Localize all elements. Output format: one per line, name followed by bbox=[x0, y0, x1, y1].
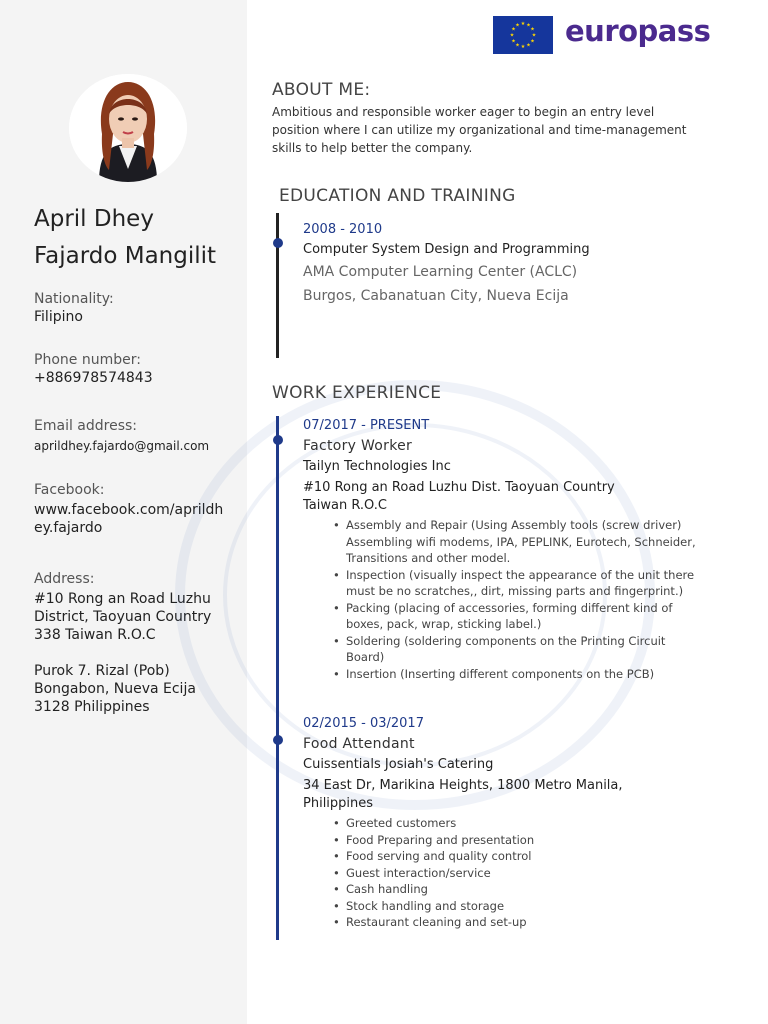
full-name bbox=[34, 201, 244, 275]
nationality-value: Filipino bbox=[34, 309, 83, 325]
work-company: Tailyn Technologies Inc bbox=[303, 459, 451, 474]
nationality-label: Nationality: bbox=[34, 291, 114, 307]
duty-item: • Stock handling and storage bbox=[346, 898, 696, 915]
about-text: Ambitious and responsible worker eager to begin an entry level position where I can utilize my organizational and time-management skills to help better the company. bbox=[272, 105, 687, 155]
work-date: 07/2017 - PRESENT bbox=[303, 418, 430, 433]
svg-text:★: ★ bbox=[526, 42, 531, 49]
facebook-block bbox=[34, 481, 226, 537]
address-taiwan: #10 Rong an Road Luzhu District, Taoyuan Country 338 Taiwan R.O.C bbox=[34, 591, 212, 643]
duty-item: • Soldering (soldering components on the Printing Circuit Board) bbox=[346, 633, 696, 666]
profile-sidebar bbox=[0, 0, 247, 1024]
duty-item: • Greeted customers bbox=[346, 815, 696, 832]
europass-logo: europass bbox=[565, 14, 711, 48]
work-heading: WORK EXPERIENCE bbox=[272, 383, 442, 403]
work-date: 02/2015 - 03/2017 bbox=[303, 716, 424, 731]
svg-text:★: ★ bbox=[511, 26, 516, 33]
svg-text:★: ★ bbox=[509, 32, 515, 39]
about-heading: ABOUT ME: bbox=[272, 80, 371, 100]
address-philippines: Purok 7. Rizal (Pob) Bongabon, Nueva Ecija 3128 Philippines bbox=[34, 663, 196, 715]
work-company: Cuissentials Josiah's Catering bbox=[303, 757, 494, 772]
phone-label: Phone number: bbox=[34, 352, 141, 368]
education-timeline-dot bbox=[273, 238, 283, 248]
education-date: 2008 - 2010 bbox=[303, 222, 383, 237]
email-block bbox=[34, 417, 239, 455]
svg-text:★: ★ bbox=[515, 22, 520, 29]
work-item-1 bbox=[303, 416, 723, 682]
duty-item: • Insertion (Inserting different components on the PCB) bbox=[346, 666, 696, 683]
svg-text:★: ★ bbox=[520, 21, 526, 27]
duties-list bbox=[346, 517, 696, 682]
facebook-link[interactable]: www.facebook.com/aprildhey.fajardo bbox=[34, 502, 224, 536]
person-portrait-icon bbox=[69, 74, 187, 182]
work-address: 34 East Dr, Marikina Heights, 1800 Metro Manila, Philippines bbox=[303, 778, 623, 811]
work-timeline-dot-2 bbox=[273, 735, 283, 745]
profile-photo bbox=[69, 74, 187, 182]
email-label: Email address: bbox=[34, 418, 138, 434]
duty-item: • Packing (placing of accessories, forming different kind of boxes, pack, wrap, sticking label.) bbox=[346, 600, 696, 633]
name-line-1: April Dhey bbox=[34, 206, 154, 232]
duty-item: • Food serving and quality control bbox=[346, 848, 696, 865]
duty-item: • Guest interaction/service bbox=[346, 865, 696, 882]
work-address: #10 Rong an Road Luzhu Dist. Taoyuan Country Taiwan R.O.C bbox=[303, 480, 615, 513]
svg-text:★: ★ bbox=[526, 22, 531, 29]
work-item-2 bbox=[303, 714, 723, 931]
phone-block bbox=[34, 351, 239, 387]
duty-item: • Assembly and Repair (Using Assembly tools (screw driver) Assembling wifi modems, IPA, PEPLINK, Eurotech, Schneider, Transitions and other model. bbox=[346, 517, 696, 567]
duties-list bbox=[346, 815, 696, 931]
svg-text:★: ★ bbox=[530, 38, 535, 45]
duty-item: • Food Preparing and presentation bbox=[346, 832, 696, 849]
education-location: Burgos, Cabanatuan City, Nueva Ecija bbox=[303, 288, 569, 304]
education-timeline-line bbox=[276, 213, 279, 358]
work-role: Factory Worker bbox=[303, 438, 413, 454]
education-item bbox=[303, 220, 723, 308]
svg-text:★: ★ bbox=[520, 44, 526, 50]
svg-text:★: ★ bbox=[530, 26, 535, 33]
duty-item: • Cash handling bbox=[346, 881, 696, 898]
address-block bbox=[34, 570, 239, 716]
work-timeline-line bbox=[276, 416, 279, 940]
work-timeline-dot-1 bbox=[273, 435, 283, 445]
svg-text:★: ★ bbox=[511, 38, 516, 45]
email-value[interactable]: aprildhey.fajardo@gmail.com bbox=[34, 439, 210, 453]
svg-text:★: ★ bbox=[531, 32, 537, 39]
nationality-block bbox=[34, 290, 239, 326]
education-title: Computer System Design and Programming bbox=[303, 242, 590, 257]
phone-value[interactable]: +886978574843 bbox=[34, 370, 153, 386]
education-school: AMA Computer Learning Center (ACLC) bbox=[303, 264, 578, 280]
name-line-2: Fajardo Mangilit bbox=[34, 243, 217, 269]
eu-flag-icon bbox=[493, 16, 553, 54]
duty-item: • Restaurant cleaning and set-up bbox=[346, 914, 696, 931]
facebook-label: Facebook: bbox=[34, 482, 105, 498]
work-role: Food Attendant bbox=[303, 736, 415, 752]
svg-text:★: ★ bbox=[515, 42, 520, 49]
address-label: Address: bbox=[34, 571, 95, 587]
education-heading: EDUCATION AND TRAINING bbox=[279, 186, 516, 206]
duty-item: • Inspection (visually inspect the appearance of the unit there must be no scratches,, dirt, missing parts and fingerprint.) bbox=[346, 567, 696, 600]
